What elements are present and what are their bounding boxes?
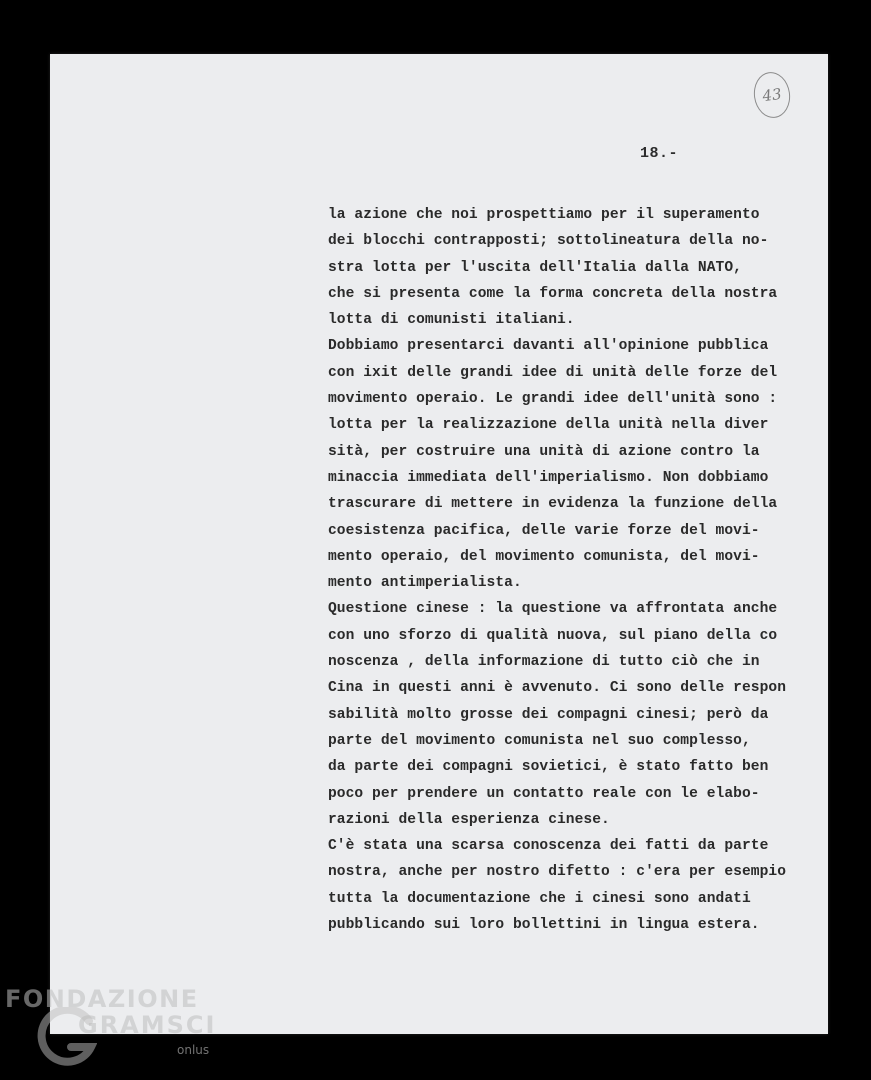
text-line: razioni della esperienza cinese. [328,811,610,828]
text-line: movimento operaio. Le grandi idee dell'unità sono : [328,391,778,408]
watermark-suffix: onlus [177,1043,210,1057]
archive-stamp-number: 43 [761,84,783,106]
text-line: nostra, anche per nostro difetto : c'era per esempio [328,864,786,881]
text-line: Questione cinese : la questione va affrontata anche [328,601,778,618]
text-line: C'è stata una scarsa conoscenza dei fatti da parte [328,838,769,855]
text-line: che si presenta come la forma concreta della nostra [328,285,778,302]
fondazione-gramsci-watermark [5,985,225,1075]
text-line: mento operaio, del movimento comunista, del movi- [328,548,760,565]
text-line: pubblicando sui loro bollettini in lingua estera. [328,917,760,934]
text-line: sità, per costruire una unità di azione contro la [328,443,760,460]
text-line: da parte dei compagni sovietici, è stato fatto ben [328,759,769,776]
text-line: lotta di comunisti italiani. [328,312,575,329]
text-line: noscenza , della informazione di tutto ciò che in [328,654,760,671]
text-line: la azione che noi prospettiamo per il superamento [328,207,760,223]
text-line: dei blocchi contrapposti; sottolineatura della no- [328,233,769,250]
text-line: minaccia immediata dell'imperialismo. Non dobbiamo [328,469,769,486]
watermark-subtitle: GRAMSCI [78,1011,217,1039]
text-line: lotta per la realizzazione della unità nella diver [328,417,769,434]
text-line: Cina in questi anni è avvenuto. Ci sono delle respon [328,680,786,697]
page-number: 18.- [640,145,679,162]
text-line: poco per prendere un contatto reale con le elabo- [328,785,760,802]
typewritten-text [328,202,808,938]
text-line: con uno sforzo di qualità nuova, sul piano della co [328,627,778,644]
text-line: trascurare di mettere in evidenza la funzione della [328,496,778,513]
text-line: con ixit delle grandi idee di unità delle forze del [328,364,778,381]
text-line: sabilità molto grosse dei compagni cinesi; però da [328,706,769,723]
watermark-title: FONDAZIONE [5,985,199,1013]
text-line: coesistenza pacifica, delle varie forze del movi- [328,522,760,539]
text-line: mento antimperialista. [328,575,522,592]
text-line: parte del movimento comunista nel suo complesso, [328,732,751,749]
text-line: stra lotta per l'uscita dell'Italia dalla NATO, [328,259,742,276]
text-line: tutta la documentazione che i cinesi sono andati [328,890,751,907]
text-line: Dobbiamo presentarci davanti all'opinione pubblica [328,338,769,355]
